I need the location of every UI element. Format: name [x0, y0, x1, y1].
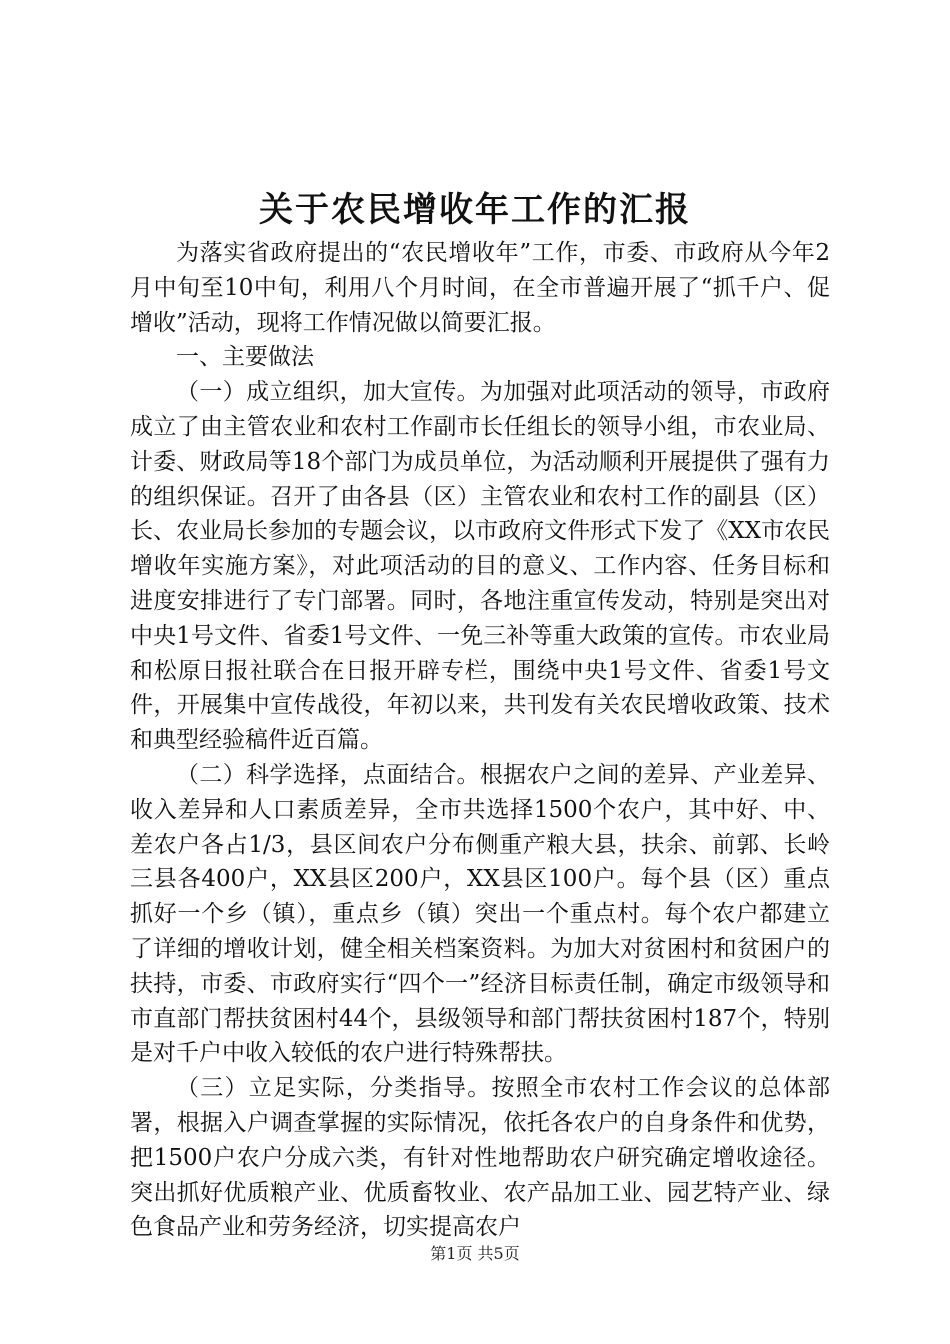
- paragraph-organization-publicity: （一）成立组织，加大宣传。为加强对此项活动的领导，市政府成立了由主管农业和农村工作副市长任组长的领导小组，市农业局、计委、财政局等18个部门为成员单位，为活动顺利开展提供了强有力的组织保证。召开了由各县（区）主管农业和农村工作的副县（区）长、农业局长参加的专题会议，以市政府文件形式下发了《XX市农民增收年实施方案》，对此项活动的目的意义、工作内容、任务目标和进度安排进行了专门部署。同时，各地注重宣传发动，特别是突出对中央1号文件、省委1号文件、一免三补等重大政策的宣传。市农业局和松原日报社联合在日报开辟专栏，围绕中央1号文件、省委1号文件，开展集中宣传战役，年初以来，共刊发有关农民增收政策、技术和典型经验稿件近百篇。: [130, 379, 830, 754]
- document-body: [130, 236, 830, 1245]
- paragraph-scientific-selection: （二）科学选择，点面结合。根据农户之间的差异、产业差异、收入差异和人口素质差异，全市共选择1500个农户，其中好、中、差农户各占1/3，县区间农户分布侧重产粮大县，扶余、前郭、长岭三县各400户，XX县区200户，XX县区100户。每个县（区）重点抓好一个乡（镇），重点乡（镇）突出一个重点村。每个农户都建立了详细的增收计划，健全相关档案资料。为加大对贫困村和贫困户的扶持，市委、市政府实行“四个一”经济目标责任制，确定市级领导和市直部门帮扶贫困村44个，县级领导和部门帮扶贫困村187个，特别是对千户中收入较低的农户进行特殊帮扶。: [130, 761, 830, 1067]
- section-heading-main-practices: 一、主要做法: [176, 344, 314, 371]
- page-number-footer: 第1页 共5页: [430, 1244, 520, 1263]
- document-title: 关于农民增收年工作的汇报: [259, 190, 691, 230]
- intro-paragraph: 为落实省政府提出的“农民增收年”工作，市委、市政府从今年2月中旬至10中旬，利用八个月时间，在全市普遍开展了“抓千户、促增收”活动，现将工作情况做以简要汇报。: [130, 240, 830, 336]
- paragraph-classified-guidance: （三）立足实际，分类指导。按照全市农村工作会议的总体部署，根据入户调查掌握的实际情况，依托各农户的自身条件和优势，把1500户农户分成六类，有针对性地帮助农户研究确定增收途径。突出抓好优质粮产业、优质畜牧业、农产品加工业、园艺特产业、绿色食品产业和劳务经济，切实提高农户: [130, 1075, 830, 1241]
